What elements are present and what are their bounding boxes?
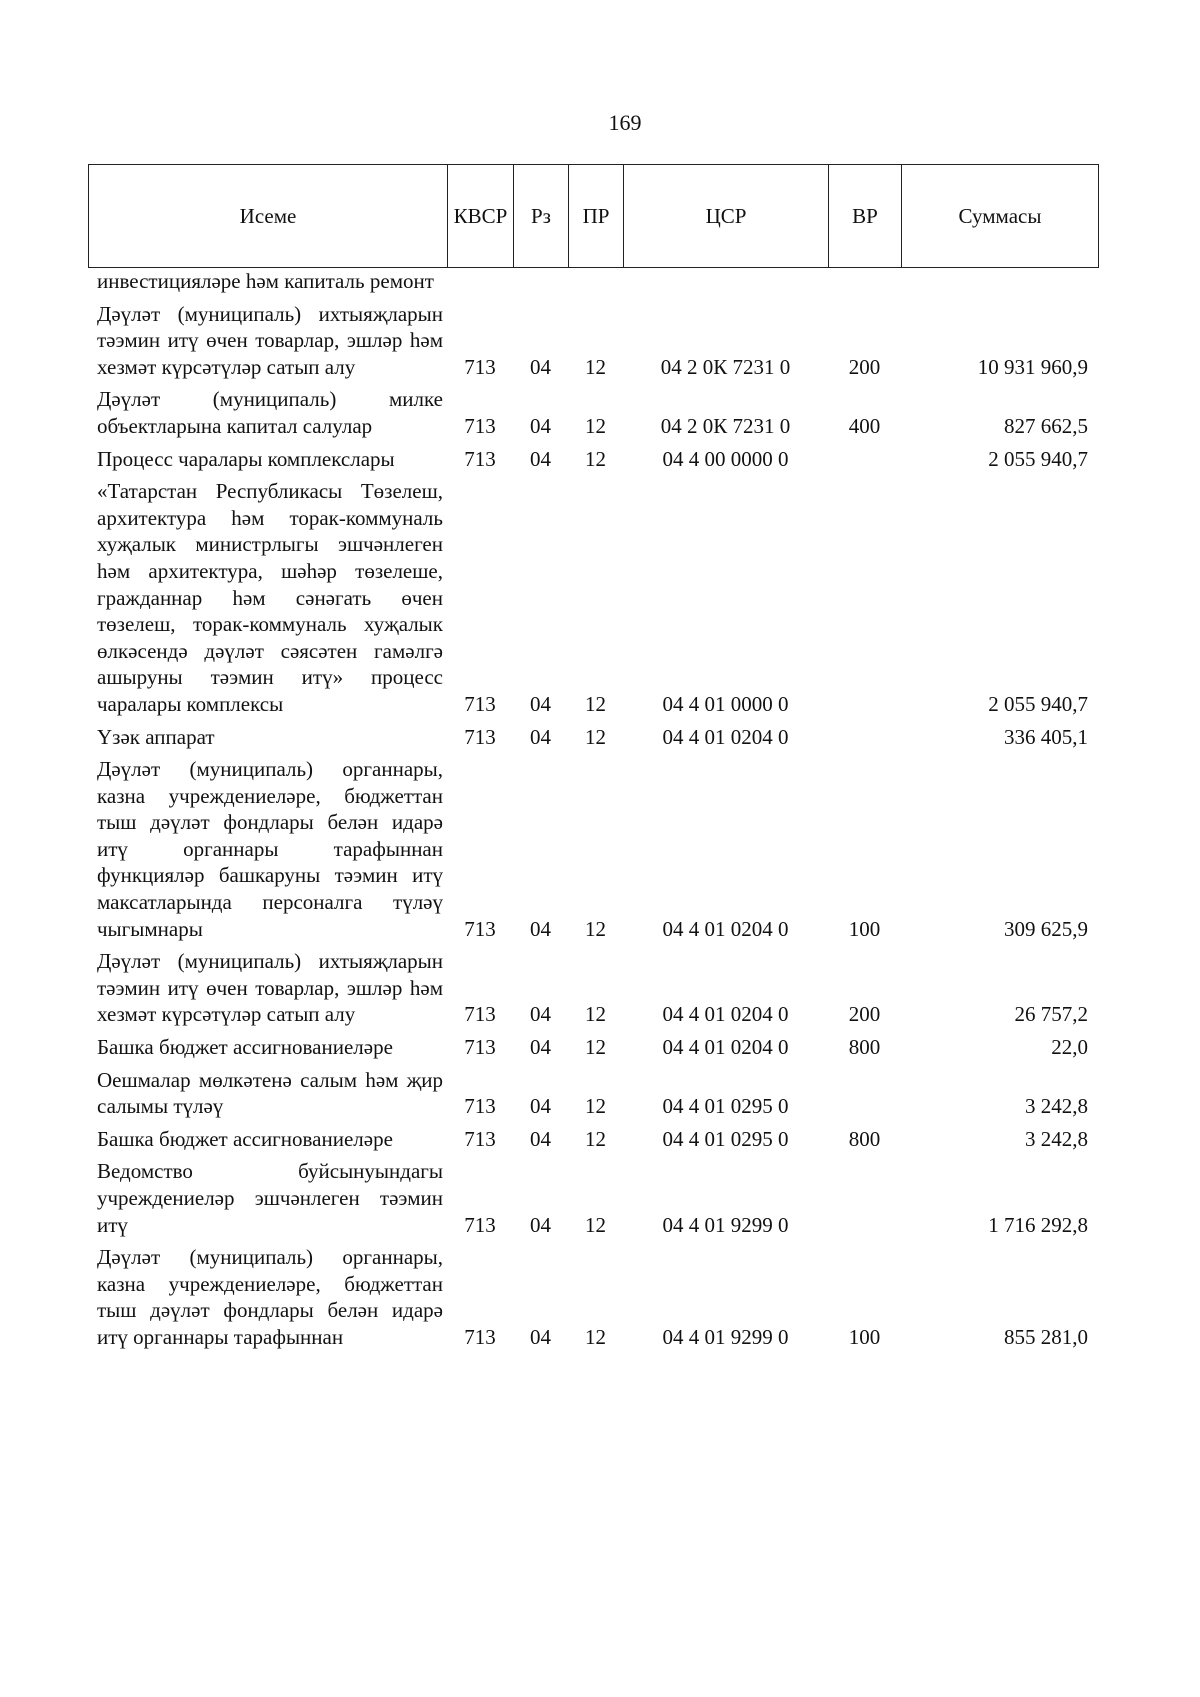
cell-sum: 2 055 940,7 <box>988 691 1088 716</box>
table-row <box>88 1158 1098 1244</box>
cell-sum: 26 757,2 <box>1014 1002 1088 1027</box>
cell-name: Дәүләт (муниципаль) ихтыяҗларын тәэмин итү өчен товарлар, эшләр һәм хезмәт күрсәтүләр сатып алу <box>97 949 443 1027</box>
table-row <box>88 1244 1098 1356</box>
header-vr: ВР <box>829 165 902 268</box>
cell-name: Оешмалар мөлкәтенә салым һәм җир салымы түләү <box>97 1067 443 1119</box>
cell-kvsr: 713 <box>464 413 496 438</box>
header-kvsr: КВСР <box>448 165 514 268</box>
cell-kvsr: 713 <box>464 354 496 379</box>
cell-vr: 800 <box>848 1035 881 1060</box>
cell-csr: 04 4 00 0000 0 <box>662 446 789 471</box>
cell-rz: 04 <box>530 1094 551 1119</box>
cell-csr: 04 4 01 0295 0 <box>662 1094 789 1119</box>
cell-sum: 3 242,8 <box>1025 1094 1088 1119</box>
cell-name: инвестицияләре һәм капиталь ремонт <box>97 269 434 293</box>
cell-kvsr <box>447 268 513 301</box>
cell-csr: 04 4 01 9299 0 <box>662 1324 789 1349</box>
cell-kvsr: 713 <box>464 1212 496 1237</box>
header-rz: Рз <box>514 165 569 268</box>
cell-csr: 04 4 01 0204 0 <box>662 916 789 941</box>
cell-csr: 04 4 01 0204 0 <box>662 1035 789 1060</box>
cell-rz: 04 <box>530 691 551 716</box>
cell-name: Дәүләт (муниципаль) органнары, казна учреждениеләре, бюджеттан тыш дәүләт фондлары белән идарә итү органнары тарафыннан функцияләр башкаруны тәэмин итү максатларында персоналга түләү чыгымнары <box>97 757 443 941</box>
budget-table <box>88 268 1098 1357</box>
cell-pr: 12 <box>585 1324 606 1349</box>
cell-pr: 12 <box>585 413 606 438</box>
cell-name: Ведомство буйсынуындагы учреждениеләр эшчәнлеген тәэмин итү <box>97 1159 443 1237</box>
cell-sum: 855 281,0 <box>1004 1324 1088 1349</box>
cell-name: Дәүләт (муниципаль) органнары, казна учреждениеләре, бюджеттан тыш дәүләт фондлары белән идарә итү органнары тарафыннан <box>97 1245 443 1349</box>
cell-vr <box>828 1067 901 1126</box>
table-row <box>88 1067 1098 1126</box>
cell-rz: 04 <box>530 1212 551 1237</box>
cell-vr <box>828 268 901 301</box>
header-sum: Суммасы <box>902 165 1099 268</box>
header-name: Исеме <box>89 165 448 268</box>
cell-rz: 04 <box>530 1126 551 1151</box>
cell-vr: 200 <box>848 1002 881 1027</box>
cell-pr: 12 <box>585 691 606 716</box>
cell-csr: 04 4 01 0000 0 <box>662 691 789 716</box>
cell-rz: 04 <box>530 916 551 941</box>
cell-vr <box>828 446 901 479</box>
cell-pr <box>568 268 623 301</box>
cell-pr: 12 <box>585 1002 606 1027</box>
cell-vr: 200 <box>848 354 881 379</box>
cell-rz: 04 <box>530 354 551 379</box>
cell-kvsr: 713 <box>464 1035 496 1060</box>
cell-csr: 04 4 01 0204 0 <box>662 1002 789 1027</box>
cell-sum <box>901 268 1098 301</box>
cell-name: Процесс чаралары комплекслары <box>97 446 395 471</box>
cell-sum: 22,0 <box>1051 1035 1088 1060</box>
table-row <box>88 301 1098 387</box>
cell-csr: 04 4 01 0295 0 <box>662 1126 789 1151</box>
header-pr: ПР <box>569 165 624 268</box>
cell-name: Үзәк аппарат <box>97 724 215 749</box>
cell-kvsr: 713 <box>464 1094 496 1119</box>
table-row <box>88 948 1098 1034</box>
cell-rz: 04 <box>530 1035 551 1060</box>
table-header <box>88 164 1099 268</box>
cell-pr: 12 <box>585 1212 606 1237</box>
cell-rz: 04 <box>530 1324 551 1349</box>
cell-pr: 12 <box>585 916 606 941</box>
cell-sum: 309 625,9 <box>1004 916 1088 941</box>
cell-kvsr: 713 <box>464 1002 496 1027</box>
cell-csr: 04 4 01 0204 0 <box>662 724 789 749</box>
cell-sum: 10 931 960,9 <box>977 354 1088 379</box>
cell-sum: 3 242,8 <box>1025 1126 1088 1151</box>
table-row <box>88 386 1098 445</box>
header-csr: ЦСР <box>624 165 829 268</box>
cell-pr: 12 <box>585 446 606 471</box>
cell-pr: 12 <box>585 724 606 749</box>
cell-vr: 100 <box>848 916 881 941</box>
cell-pr: 12 <box>585 1126 606 1151</box>
cell-pr: 12 <box>585 354 606 379</box>
cell-name: Башка бюджет ассигнованиеләре <box>97 1035 393 1060</box>
cell-sum: 827 662,5 <box>1004 413 1088 438</box>
cell-pr: 12 <box>585 1035 606 1060</box>
cell-name: Дәүләт (муниципаль) милке объектларына капитал салулар <box>97 387 443 438</box>
cell-kvsr: 713 <box>464 691 496 716</box>
table-row <box>88 446 1098 479</box>
page-number: 169 <box>608 110 642 135</box>
table-row <box>88 268 1098 301</box>
table-row <box>88 724 1098 757</box>
cell-name: Башка бюджет ассигнованиеләре <box>97 1126 393 1151</box>
cell-vr <box>828 724 901 757</box>
cell-sum: 1 716 292,8 <box>988 1212 1088 1237</box>
cell-csr <box>623 268 828 301</box>
table-row <box>88 478 1098 723</box>
cell-rz: 04 <box>530 446 551 471</box>
cell-csr: 04 2 0К 7231 0 <box>660 413 791 438</box>
cell-sum: 336 405,1 <box>1004 724 1088 749</box>
cell-vr: 100 <box>848 1324 881 1349</box>
cell-vr: 800 <box>848 1126 881 1151</box>
cell-rz: 04 <box>530 724 551 749</box>
table-row <box>88 1034 1098 1067</box>
cell-sum: 2 055 940,7 <box>988 446 1088 471</box>
cell-kvsr: 713 <box>464 446 496 471</box>
cell-pr: 12 <box>585 1094 606 1119</box>
cell-rz <box>513 268 568 301</box>
table-row <box>88 756 1098 948</box>
cell-kvsr: 713 <box>464 1126 496 1151</box>
cell-csr: 04 2 0К 7231 0 <box>660 354 791 379</box>
cell-vr <box>828 1158 901 1244</box>
cell-kvsr: 713 <box>464 916 496 941</box>
table-row <box>88 1126 1098 1159</box>
cell-kvsr: 713 <box>464 1324 496 1349</box>
cell-kvsr: 713 <box>464 724 496 749</box>
cell-vr: 400 <box>848 413 881 438</box>
cell-name: «Татарстан Республикасы Төзелеш, архитектура һәм торак-коммуналь хуҗалык министрлыгы эшчәнлеген һәм архитектура, шәһәр төзелеше, гражданнар һәм сәнәгать өчен төзелеш, торак-коммуналь хуҗалык өлкәсендә дәүләт сәясәтен гамәлгә ашыруны тәэмин итү» процесс чаралары комплексы <box>97 479 443 716</box>
cell-csr: 04 4 01 9299 0 <box>662 1212 789 1237</box>
cell-rz: 04 <box>530 1002 551 1027</box>
cell-rz: 04 <box>530 413 551 438</box>
cell-name: Дәүләт (муниципаль) ихтыяҗларын тәэмин итү өчен товарлар, эшләр һәм хезмәт күрсәтүләр сатып алу <box>97 301 443 379</box>
cell-vr <box>828 478 901 723</box>
